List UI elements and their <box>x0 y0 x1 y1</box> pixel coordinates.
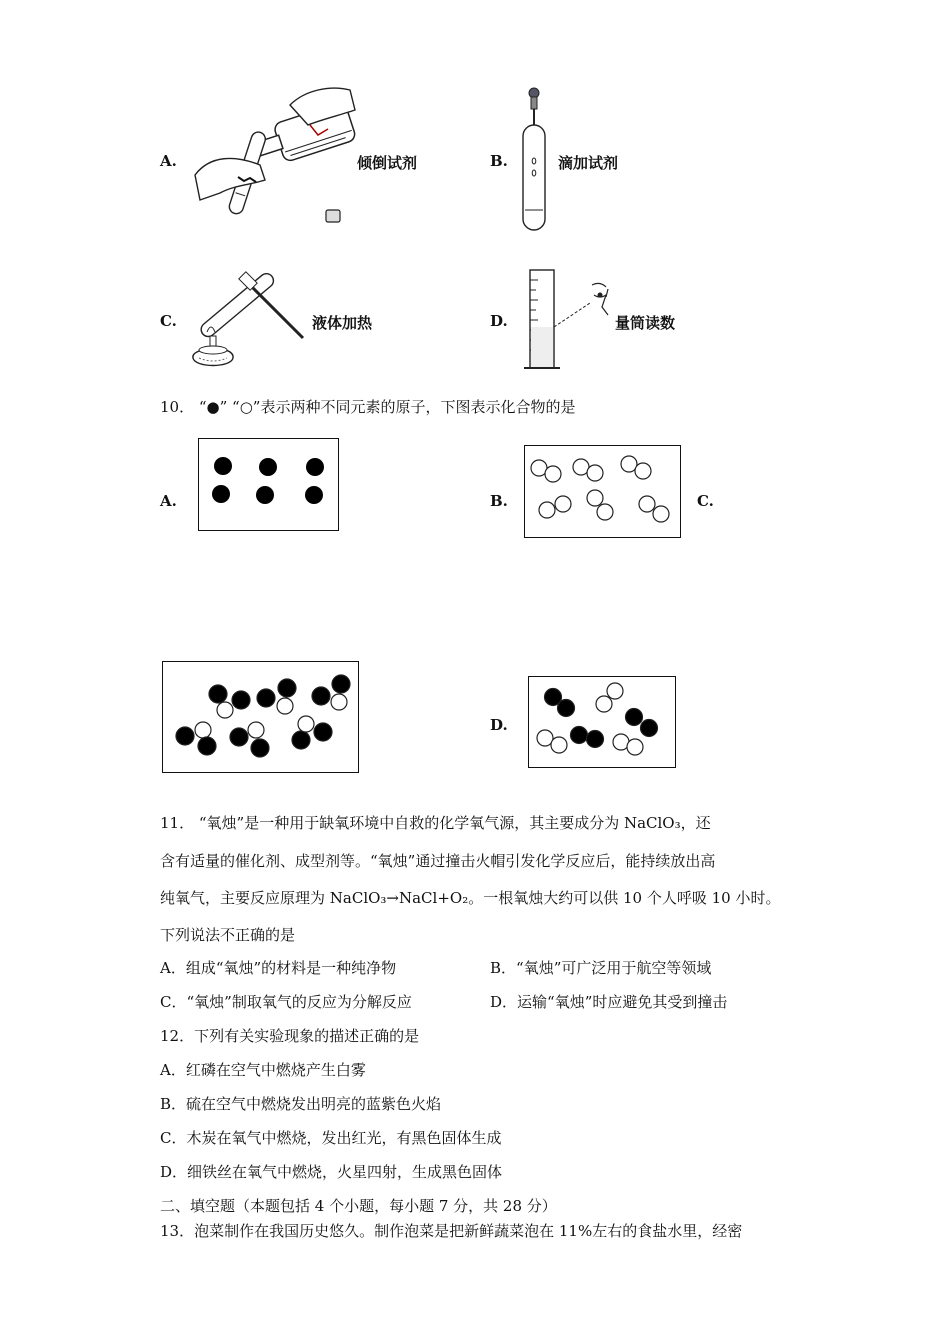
q11-line-2: 含有适量的催化剂、成型剂等。“氧烛”通过撞击火帽引发化学反应后，能持续放出高 <box>160 852 716 870</box>
q11-line-3: 纯氧气，主要反应原理为 NaClO₃→NaCl+O₂。一根氧烛大约可以供 10 个人呼吸 10 小时。 <box>160 889 781 907</box>
q12-option-b: B．硫在空气中燃烧发出明亮的蓝紫色火焰 <box>160 1095 442 1113</box>
q11-option-b: B．“氧烛”可广泛用于航空等领域 <box>490 959 712 977</box>
q12-stem: 12．下列有关实验现象的描述正确的是 <box>160 1027 420 1045</box>
atoms-diagram-d <box>529 677 675 767</box>
q10-option-d-box <box>528 676 676 768</box>
q12-option-d: D．细铁丝在氧气中燃烧，火星四射，生成黑色固体 <box>160 1163 503 1181</box>
q9-option-d-caption: 量筒读数 <box>615 314 676 332</box>
q10-option-a-box <box>198 438 339 531</box>
q9-option-b-letter: B. <box>490 152 508 170</box>
q9-option-c-letter: C. <box>160 312 177 330</box>
q11-option-c: C．“氧烛”制取氧气的反应为分解反应 <box>160 993 412 1011</box>
q9-option-d-letter: D. <box>490 312 508 330</box>
q12-option-a: A．红磷在空气中燃烧产生白雾 <box>160 1061 366 1079</box>
q10-stem: 10． “●” “○”表示两种不同元素的原子，下图表示化合物的是 <box>160 398 576 416</box>
atoms-diagram-c <box>163 662 358 772</box>
q11-line-4: 下列说法不正确的是 <box>160 926 296 944</box>
reading-cylinder-illustration <box>520 265 615 375</box>
atoms-diagram-b <box>525 446 680 537</box>
q11-line-1: 11． “氧烛”是一种用于缺氧环境中自救的化学氧气源，其主要成分为 NaClO₃，还 <box>160 814 711 832</box>
q10-option-c-letter: C. <box>697 492 714 510</box>
pouring-reagent-illustration <box>190 85 360 230</box>
q9-option-a-letter: A. <box>160 152 177 170</box>
section-2-heading: 二、填空题（本题包括 4 个小题，每小题 7 分，共 28 分） <box>160 1197 557 1215</box>
q10-option-b-letter: B. <box>490 492 508 510</box>
q9-option-b-caption: 滴加试剂 <box>558 154 619 172</box>
q10-option-b-box <box>524 445 681 538</box>
q12-option-c: C．木炭在氧气中燃烧，发出红光，有黑色固体生成 <box>160 1129 502 1147</box>
q11-option-d: D．运输“氧烛”时应避免其受到撞击 <box>490 993 728 1011</box>
q13-stem: 13．泡菜制作在我国历史悠久。制作泡菜是把新鲜蔬菜泡在 11%左右的食盐水里，经密 <box>160 1222 743 1240</box>
q10-option-c-box <box>162 661 359 773</box>
q9-option-a-caption: 倾倒试剂 <box>357 154 418 172</box>
q10-option-a-letter: A. <box>160 492 177 510</box>
atoms-diagram-a <box>199 439 338 530</box>
q11-option-a: A．组成“氧烛”的材料是一种纯净物 <box>160 959 397 977</box>
heating-liquid-illustration <box>185 262 310 372</box>
dropping-reagent-illustration <box>515 85 555 235</box>
q10-option-d-letter: D. <box>490 716 508 734</box>
q9-option-c-caption: 液体加热 <box>312 314 373 332</box>
